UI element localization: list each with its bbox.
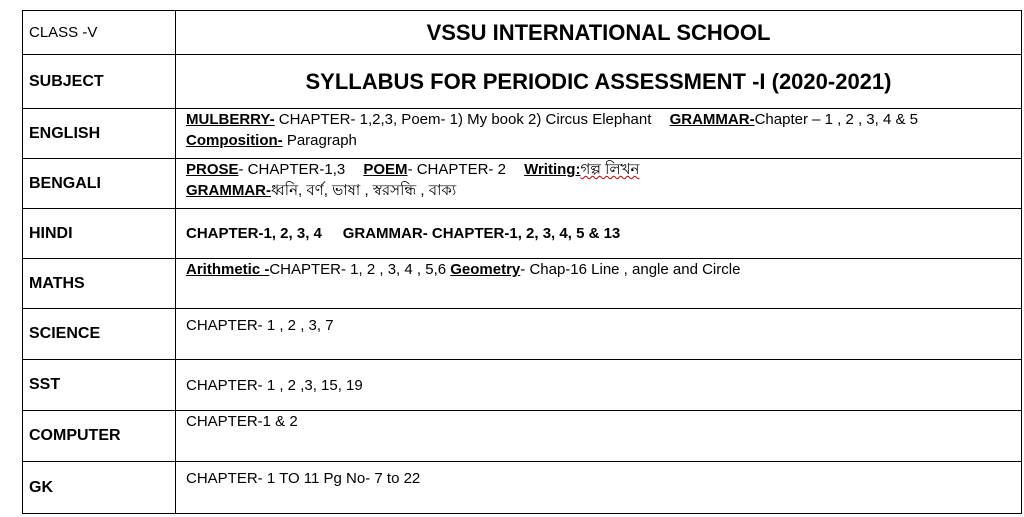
bengali-poem-label: POEM [363, 161, 408, 178]
syllabus-document [22, 10, 1022, 516]
english-composition-text: Paragraph [282, 132, 357, 149]
subject-computer: COMPUTER [23, 411, 176, 462]
bengali-writing-text: গল্প লিখন [580, 161, 640, 178]
syllabus-title: SYLLABUS FOR PERIODIC ASSESSMENT -I (2020-2021) [176, 55, 1022, 109]
subject-english: ENGLISH [23, 109, 176, 159]
header-row-title [23, 55, 1022, 109]
maths-content [176, 259, 1022, 309]
english-mulberry-text: CHAPTER- 1,2,3, Poem- 1) My book 2) Circus Elephant [274, 111, 656, 128]
subject-hindi: HINDI [23, 209, 176, 259]
class-label: CLASS -V [23, 11, 176, 55]
table-row-computer [23, 411, 1022, 462]
english-mulberry-label: MULBERRY- [186, 111, 275, 128]
table-row-science [23, 309, 1022, 360]
maths-arith-label: Arithmetic - [186, 261, 270, 278]
table-row-english [23, 109, 1022, 159]
english-composition-label: Composition- [186, 132, 283, 149]
table-row-hindi [23, 209, 1022, 259]
bengali-prose-label: PROSE [186, 161, 239, 178]
table-row-gk [23, 462, 1022, 514]
gk-content: CHAPTER- 1 TO 11 Pg No- 7 to 22 [176, 462, 1022, 514]
bengali-prose-text: - CHAPTER-1,3 [238, 161, 350, 178]
school-name: VSSU INTERNATIONAL SCHOOL [176, 11, 1022, 55]
header-row-school [23, 11, 1022, 55]
subject-science: SCIENCE [23, 309, 176, 360]
bengali-grammar-text: ধ্বনি, বর্ণ, ভাষা , স্বরসন্ধি , বাক্য [270, 182, 457, 199]
subject-sst: SST [23, 360, 176, 411]
subject-gk: GK [23, 462, 176, 514]
bengali-poem-text: - CHAPTER- 2 [407, 161, 511, 178]
maths-geo-label: Geometry [450, 261, 521, 278]
english-grammar-text: Chapter – 1 , 2 , 3, 4 & 5 [754, 111, 919, 128]
syllabus-table [22, 10, 1022, 514]
hindi-content: CHAPTER-1, 2, 3, 4 GRAMMAR- CHAPTER-1, 2, 3, 4, 5 & 13 [176, 209, 1022, 259]
subject-bengali: BENGALI [23, 159, 176, 209]
subject-header: SUBJECT [23, 55, 176, 109]
maths-geo-text: - Chap-16 Line , angle and Circle [520, 261, 741, 278]
science-content: CHAPTER- 1 , 2 , 3, 7 [176, 309, 1022, 360]
bengali-grammar-label: GRAMMAR- [186, 182, 271, 199]
bengali-content [176, 159, 1022, 209]
english-content [176, 109, 1022, 159]
table-row-bengali [23, 159, 1022, 209]
english-grammar-label: GRAMMAR- [669, 111, 755, 128]
bengali-writing-label: Writing: [524, 161, 581, 178]
table-row-sst [23, 360, 1022, 411]
sst-content: CHAPTER- 1 , 2 ,3, 15, 19 [176, 360, 1022, 411]
computer-content: CHAPTER-1 & 2 [176, 411, 1022, 462]
subject-maths: MATHS [23, 259, 176, 309]
maths-arith-text: CHAPTER- 1, 2 , 3, 4 , 5,6 [269, 261, 451, 278]
table-row-maths [23, 259, 1022, 309]
